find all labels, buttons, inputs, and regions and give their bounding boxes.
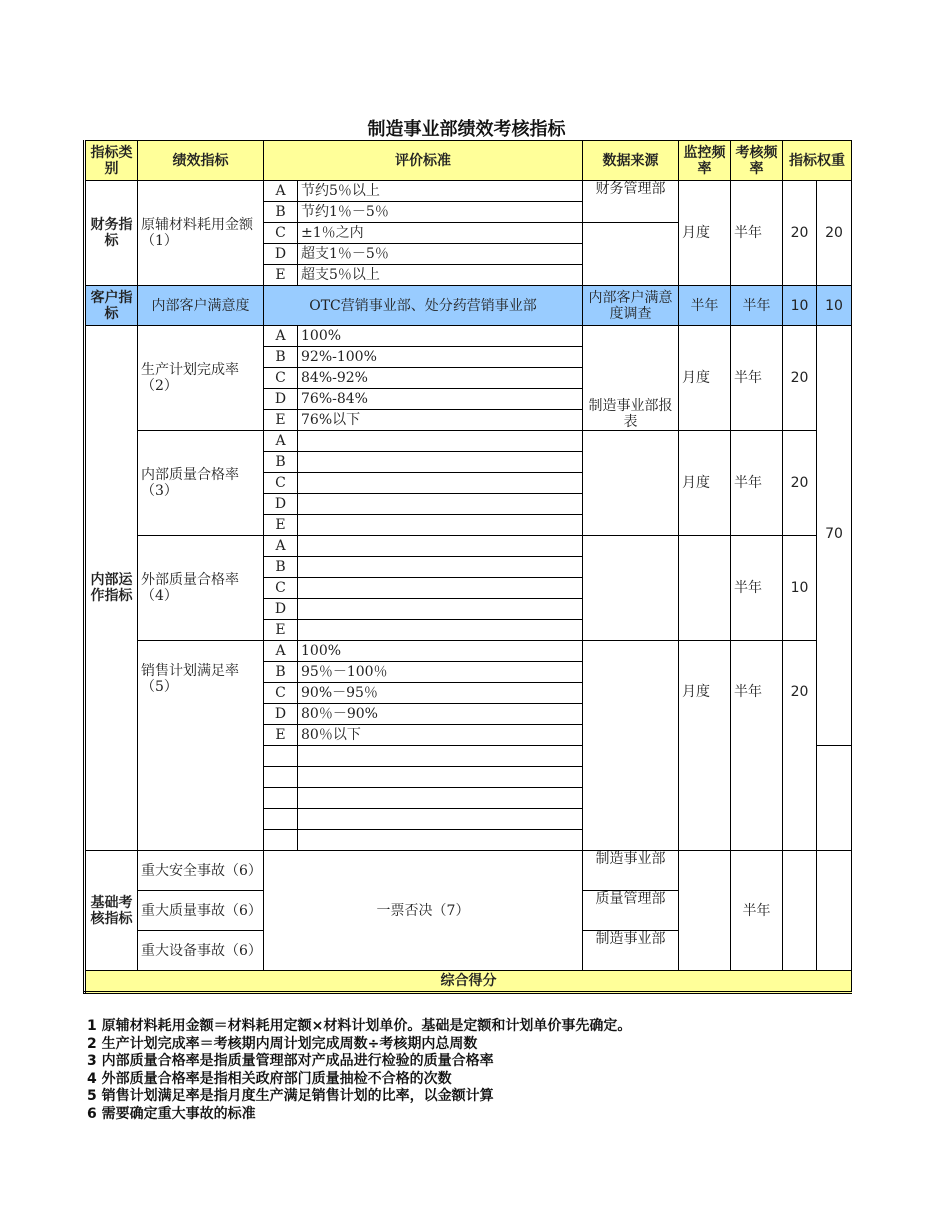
standard-cell	[298, 557, 583, 578]
monitor-cell: 半年	[679, 286, 731, 326]
standard-cell	[298, 788, 583, 809]
table-row	[85, 286, 852, 326]
standard-cell: 100%	[298, 326, 583, 347]
standard-cell	[298, 620, 583, 641]
source-cell	[583, 536, 679, 641]
weight-cell: 20	[783, 431, 817, 536]
standard-cell	[298, 452, 583, 473]
table-row	[85, 851, 852, 891]
grade-cell	[264, 767, 298, 788]
indicator-cell: 原辅材料耗用金额（1）	[138, 181, 264, 286]
standard-cell	[298, 809, 583, 830]
standard-cell: 92%-100%	[298, 347, 583, 368]
table-row	[85, 431, 852, 452]
note-item: 4 外部质量合格率是指相关政府部门质量抽检不合格的次数	[87, 1070, 452, 1087]
category-basic: 基础考核指标	[85, 851, 138, 971]
grade-cell: E	[264, 265, 298, 286]
total-row	[85, 971, 852, 993]
grade-cell: E	[264, 515, 298, 536]
header-source: 数据来源	[583, 141, 679, 181]
grade-cell: E	[264, 620, 298, 641]
standard-cell	[298, 746, 583, 767]
grade-cell: D	[264, 494, 298, 515]
weight-cell	[783, 851, 817, 971]
source-cell: 内部客户满意度调查	[583, 286, 679, 326]
monitor-cell	[679, 851, 731, 971]
grade-cell: A	[264, 181, 298, 202]
grade-cell: B	[264, 557, 298, 578]
grade-cell	[264, 746, 298, 767]
standard-cell: 76%-84%	[298, 389, 583, 410]
source-cell: 财务管理部	[583, 181, 679, 223]
notes	[87, 1018, 847, 1122]
table-row	[85, 181, 852, 202]
total-label: 综合得分	[85, 971, 852, 993]
group-weight-cell: 10	[817, 286, 852, 326]
standard-cell	[298, 578, 583, 599]
standard-cell: 76%以下	[298, 410, 583, 431]
standard-cell: 节约5％以上	[298, 181, 583, 202]
indicator-cell: 重大设备事故（6）	[138, 931, 264, 971]
grade-cell: C	[264, 473, 298, 494]
indicator-cell: 外部质量合格率（4）	[138, 536, 264, 641]
group-weight-cell	[817, 746, 852, 851]
source-cell: 制造事业部报表	[583, 326, 679, 431]
table-row	[85, 326, 852, 347]
header-indicator: 绩效指标	[138, 141, 264, 181]
standard-cell: 90%－95％	[298, 683, 583, 704]
grade-cell	[264, 809, 298, 830]
grade-cell: A	[264, 326, 298, 347]
group-weight-cell: 70	[817, 326, 852, 746]
standard-cell: 节约1％－5％	[298, 202, 583, 223]
standard-cell: 超支1％－5％	[298, 244, 583, 265]
header-category: 指标类别	[85, 141, 138, 181]
grade-cell: C	[264, 578, 298, 599]
category-internal: 内部运作指标	[85, 326, 138, 851]
grade-cell: B	[264, 452, 298, 473]
page-title: 制造事业部绩效考核指标	[367, 119, 566, 140]
standard-cell: OTC营销事业部、处分药营销事业部	[264, 286, 583, 326]
assess-cell: 半年	[731, 326, 783, 431]
note-item: 2 生产计划完成率＝考核期内周计划完成周数÷考核期内总周数	[87, 1035, 478, 1052]
header-standard: 评价标准	[264, 141, 583, 181]
source-cell	[583, 431, 679, 536]
category-finance: 财务指标	[85, 181, 138, 286]
grade-cell: D	[264, 704, 298, 725]
standard-cell	[298, 494, 583, 515]
header-weight: 指标权重	[783, 141, 852, 181]
grade-cell: E	[264, 725, 298, 746]
group-weight-cell	[817, 851, 852, 971]
standard-cell	[298, 767, 583, 788]
grade-cell	[264, 788, 298, 809]
assess-cell: 半年	[731, 641, 783, 851]
standard-cell	[298, 830, 583, 851]
standard-cell: 超支5％以上	[298, 265, 583, 286]
assess-cell: 半年	[731, 536, 783, 641]
header-row	[85, 141, 852, 181]
group-weight-cell: 20	[817, 181, 852, 286]
standard-cell	[298, 536, 583, 557]
source-cell	[583, 223, 679, 286]
source-cell: 制造事业部	[583, 931, 679, 971]
grade-cell: B	[264, 347, 298, 368]
grade-cell: C	[264, 223, 298, 244]
note-item: 3 内部质量合格率是指质量管理部对产成品进行检验的质量合格率	[87, 1053, 494, 1070]
kpi-table	[83, 140, 852, 994]
table-row	[85, 536, 852, 557]
grade-cell	[264, 830, 298, 851]
monitor-cell: 月度	[679, 326, 731, 431]
table-row	[85, 641, 852, 662]
header-monitor: 监控频率	[679, 141, 731, 181]
source-cell	[583, 641, 679, 851]
weight-cell: 10	[783, 536, 817, 641]
source-cell: 制造事业部	[583, 851, 679, 891]
weight-cell: 20	[783, 326, 817, 431]
standard-cell: 100%	[298, 641, 583, 662]
assess-cell: 半年	[731, 851, 783, 971]
standard-cell: 84%-92%	[298, 368, 583, 389]
standard-cell: 95％－100％	[298, 662, 583, 683]
indicator-cell: 内部质量合格率（3）	[138, 431, 264, 536]
grade-cell: D	[264, 599, 298, 620]
standard-cell	[298, 473, 583, 494]
header-assess: 考核频率	[731, 141, 783, 181]
note-item: 1 原辅材料耗用金额＝材料耗用定额×材料计划单价。基础是定额和计划单价事先确定。	[87, 1018, 632, 1034]
standard-cell	[298, 515, 583, 536]
grade-cell: E	[264, 410, 298, 431]
category-customer: 客户指标	[85, 286, 138, 326]
standard-cell: 80％以下	[298, 725, 583, 746]
indicator-cell: 销售计划满足率（5）	[138, 641, 264, 851]
monitor-cell: 月度	[679, 431, 731, 536]
grade-cell: C	[264, 683, 298, 704]
monitor-cell: 月度	[679, 181, 731, 286]
grade-cell: C	[264, 368, 298, 389]
indicator-cell: 重大质量事故（6）	[138, 891, 264, 931]
assess-cell: 半年	[731, 431, 783, 536]
grade-cell: A	[264, 536, 298, 557]
weight-cell: 10	[783, 286, 817, 326]
indicator-cell: 内部客户满意度	[138, 286, 264, 326]
indicator-cell: 生产计划完成率（2）	[138, 326, 264, 431]
note-item: 5 销售计划满足率是指月度生产满足销售计划的比率，以金额计算	[87, 1088, 494, 1105]
assess-cell: 半年	[731, 286, 783, 326]
standard-cell	[298, 599, 583, 620]
standard-cell	[298, 431, 583, 452]
standard-cell: ±1％之内	[298, 223, 583, 244]
indicator-cell: 重大安全事故（6）	[138, 851, 264, 891]
monitor-cell	[679, 536, 731, 641]
grade-cell: B	[264, 662, 298, 683]
grade-cell: A	[264, 431, 298, 452]
grade-cell: D	[264, 244, 298, 265]
weight-cell: 20	[783, 641, 817, 851]
source-cell: 质量管理部	[583, 891, 679, 931]
standard-cell: 一票否决（7）	[264, 851, 583, 971]
grade-cell: A	[264, 641, 298, 662]
assess-cell: 半年	[731, 181, 783, 286]
weight-cell: 20	[783, 181, 817, 286]
grade-cell: D	[264, 389, 298, 410]
note-item: 6 需要确定重大事故的标准	[87, 1105, 256, 1122]
grade-cell: B	[264, 202, 298, 223]
monitor-cell: 月度	[679, 641, 731, 851]
standard-cell: 80％－90%	[298, 704, 583, 725]
